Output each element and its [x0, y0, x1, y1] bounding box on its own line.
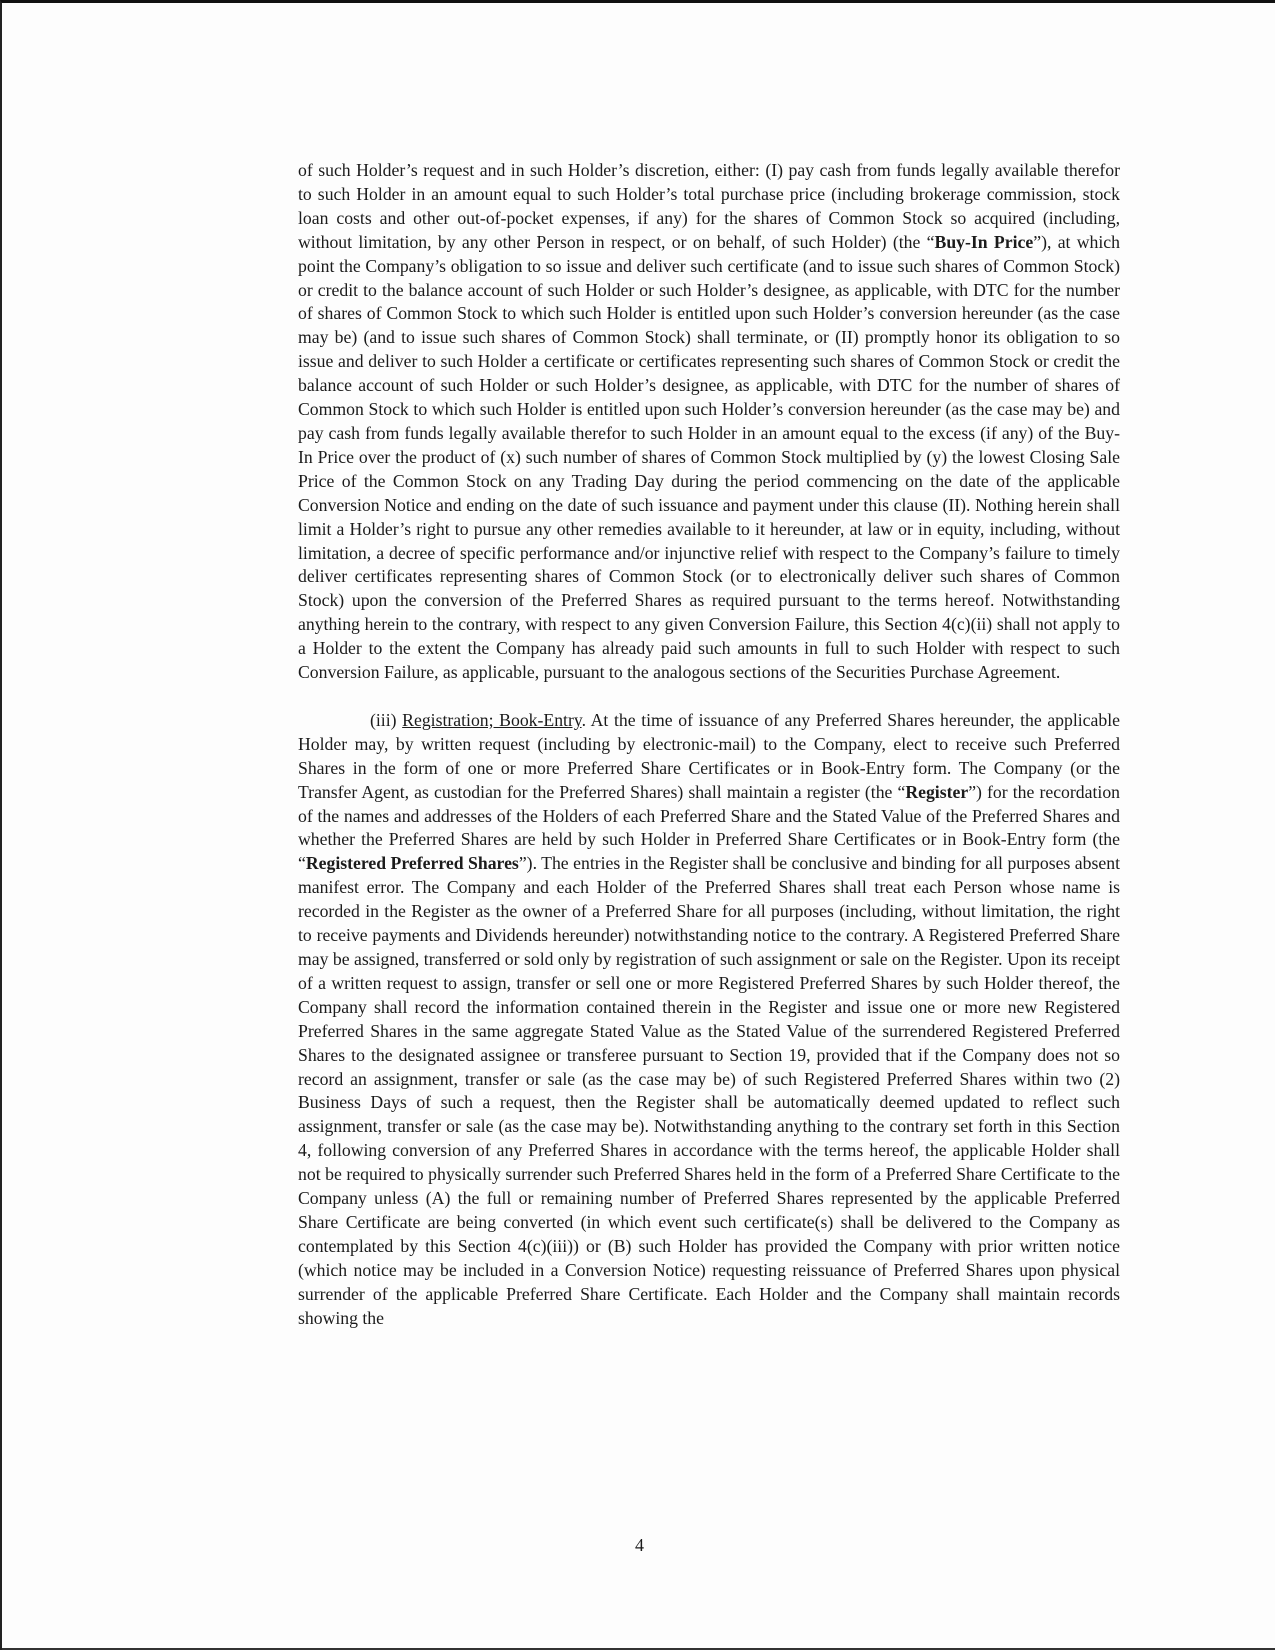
- paragraph-1-text-b: ”), at which point the Company’s obligation to so issue and deliver such certificate (and to issue such shares of Common Stock) or credit to the balance account of such Holder or such Holder’s designee, as applicable, with DTC for the number of shares of Common Stock to which such Holder is entitled upon such Holder’s conversion hereunder (as the case may be) (and to issue such shares of Common Stock) shall terminate, or (II) promptly honor its obligation to so issue and deliver to such Holder a certificate or certificates representing such shares of Common Stock or credit the balance account of such Holder or such Holder’s designee, as applicable, with DTC for the number of shares of Common Stock to which such Holder is entitled upon such Holder’s conversion hereunder (as the case may be) and pay cash from funds legally available therefor to such Holder in an amount equal to the excess (if any) of the Buy-In Price over the product of (x) such number of shares of Common Stock multiplied by (y) the lowest Closing Sale Price of the Common Stock on any Trading Day during the period commencing on the date of the applicable Conversion Notice and ending on the date of such issuance and payment under this clause (II). Nothing herein shall limit a Holder’s right to pursue any other remedies available to it hereunder, at law or in equity, including, without limitation, a decree of specific performance and/or injunctive relief with respect to the Company’s failure to timely deliver certificates representing shares of Common Stock (or to electronically deliver such shares of Common Stock) upon the conversion of the Preferred Shares as required pursuant to the terms hereof. Notwithstanding anything herein to the contrary, with respect to any given Conversion Failure, this Section 4(c)(ii) shall not apply to a Holder to the extent the Company has already paid such amounts in full to such Holder with respect to such Conversion Failure, as applicable, pursuant to the analogous sections of the Securities Purchase Agreement.: [298, 231, 1121, 683]
- paragraph-buy-in: [298, 159, 1120, 685]
- paragraph-registration: [298, 709, 1120, 1331]
- page-number: 4: [635, 1535, 644, 1555]
- defined-term-register: Register: [905, 781, 969, 802]
- paragraph-2-text-c: ”). The entries in the Register shall be conclusive and binding for all purposes absent manifest error. The Company and each Holder of the Preferred Shares shall treat each Person whose name is recorded in the Register as the owner of a Preferred Share for all purposes (including, without limitation, the right to receive payments and Dividends hereunder) notwithstanding notice to the contrary. A Registered Preferred Share may be assigned, transferred or sold only by registration of such assignment or sale on the Register. Upon its receipt of a written request to assign, transfer or sell one or more Registered Preferred Shares by such Holder thereof, the Company shall record the information contained therein in the Register and issue one or more new Registered Preferred Shares in the same aggregate Stated Value as the Stated Value of the surrendered Registered Preferred Shares to the designated assignee or transferee pursuant to Section 19, provided that if the Company does not so record an assignment, transfer or sale (as the case may be) of such Registered Preferred Shares within two (2) Business Days of such a request, then the Register shall be automatically deemed updated to reflect such assignment, transfer or sale (as the case may be). Notwithstanding anything to the contrary set forth in this Section 4, following conversion of any Preferred Shares in accordance with the terms hereof, the applicable Holder shall not be required to physically surrender such Preferred Shares held in the form of a Preferred Share Certificate to the Company unless (A) the full or remaining number of Preferred Shares represented by the applicable Preferred Share Certificate are being converted (in which event such certificate(s) shall be delivered to the Company as contemplated by this Section 4(c)(iii)) or (B) such Holder has provided the Company with prior written notice (which notice may be included in a Conversion Notice) requesting reissuance of Preferred Shares upon physical surrender of the applicable Preferred Share Certificate. Each Holder and the Company shall maintain records showing the: [298, 853, 1120, 1328]
- section-number: (iii): [370, 709, 403, 730]
- section-heading: Registration; Book-Entry: [402, 709, 582, 730]
- paragraph-2-text-a: . At the time of issuance of any Preferred Shares hereunder, the applicable Holder may, by written request (including by electronic-mail) to the Company, elect to receive such Preferred Shares in the form of one or more Preferred Share Certificates or in Book-Entry form. The Company (or the Transfer Agent, as custodian for the Preferred Shares) shall maintain a register (the “: [298, 709, 1120, 802]
- defined-term-buy-in-price: Buy-In Price: [934, 231, 1034, 252]
- paragraph-1-text-a: of such Holder’s request and in such Holder’s discretion, either: (I) pay cash from funds legally available therefor to such Holder in an amount equal to such Holder’s total purchase price (including brokerage commission, stock loan costs and other out-of-pocket expenses, if any) for the shares of Common Stock so acquired (including, without limitation, by any other Person in respect, or on behalf, of such Holder) (the “: [298, 160, 1120, 252]
- document-body: [298, 159, 1120, 1331]
- paragraph-2-text-b: ”) for the recordation of the names and addresses of the Holders of each Preferred Share and the Stated Value of the Preferred Shares and whether the Preferred Shares are held by such Holder in Preferred Share Certificates or in Book-Entry form (the “: [298, 781, 1121, 874]
- defined-term-registered-preferred-shares: Registered Preferred Shares: [305, 853, 519, 874]
